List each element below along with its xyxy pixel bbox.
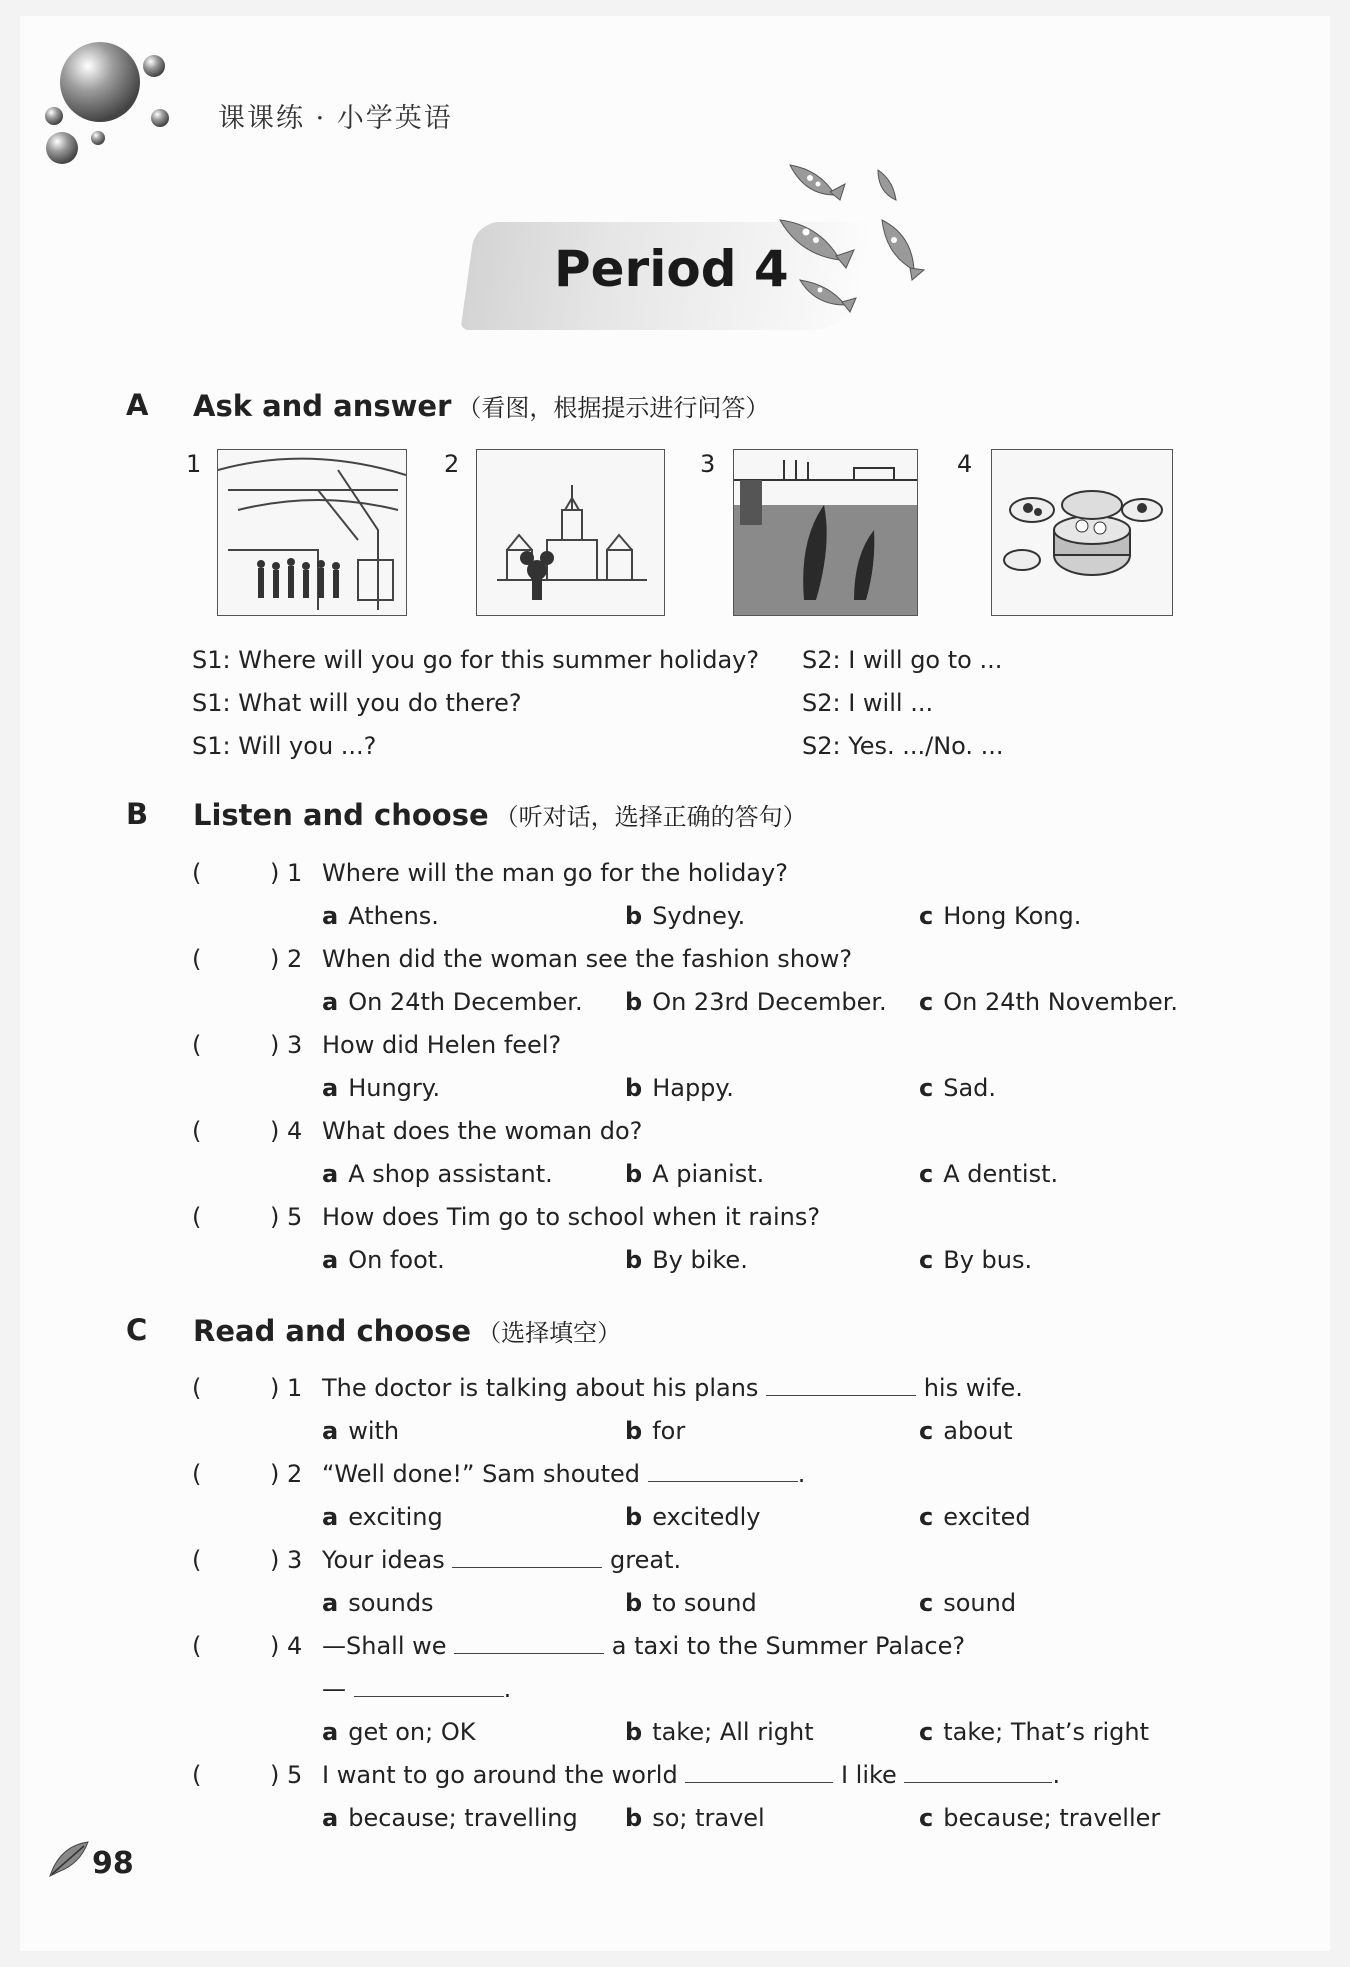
answer-paren-c1: ( xyxy=(192,1374,202,1402)
question-text: . xyxy=(797,1460,806,1488)
option-c xyxy=(919,1589,1016,1617)
option-c xyxy=(919,1074,996,1102)
dialogue-s2-line-2: S2: I will ... xyxy=(802,689,934,717)
option-c xyxy=(919,902,1081,930)
answer-paren-b1: ( xyxy=(192,859,202,887)
dimsum-illustration xyxy=(992,450,1172,615)
option-letter: c xyxy=(919,1160,934,1188)
question-text: his wife. xyxy=(923,1374,1023,1402)
answer-paren-b3: ( xyxy=(192,1031,202,1059)
answer-blank[interactable] xyxy=(766,1375,916,1396)
answer-paren-c3: ( xyxy=(192,1546,202,1574)
question-b4: What does the woman do? xyxy=(322,1117,643,1145)
option-b xyxy=(625,1718,814,1746)
option-text: for xyxy=(652,1417,686,1445)
option-text: Hungry. xyxy=(348,1074,441,1102)
option-letter: a xyxy=(322,1074,339,1102)
option-letter: a xyxy=(322,988,339,1016)
option-letter: a xyxy=(322,902,339,930)
picture-dolphin-show xyxy=(733,449,918,616)
option-text: On foot. xyxy=(348,1246,445,1274)
page-title: Period 4 xyxy=(554,240,789,298)
option-letter: b xyxy=(625,1503,643,1531)
option-text: Happy. xyxy=(652,1074,734,1102)
option-text: Sad. xyxy=(943,1074,997,1102)
answer-blank[interactable] xyxy=(454,1633,604,1654)
option-text: By bike. xyxy=(652,1246,748,1274)
option-letter: c xyxy=(919,902,934,930)
option-text: get on; OK xyxy=(348,1718,476,1746)
dialogue-s1-line-2: S1: What will you do there? xyxy=(192,689,522,717)
section-b-heading xyxy=(193,797,807,832)
option-a xyxy=(322,1417,399,1445)
option-c xyxy=(919,1718,1149,1746)
question-c4 xyxy=(322,1632,965,1660)
option-text: sound xyxy=(943,1589,1017,1617)
section-c-heading xyxy=(193,1313,621,1348)
dolphin-illustration xyxy=(734,450,917,615)
section-b-letter: B xyxy=(126,797,149,831)
question-c4-line-2 xyxy=(322,1675,511,1703)
question-number-c2: ) 2 xyxy=(270,1460,303,1488)
question-number-b2: ) 2 xyxy=(270,945,303,973)
question-text: . xyxy=(1052,1761,1061,1789)
book-title: 课课练 · 小学英语 xyxy=(218,103,453,134)
dialogue-s2-line-1: S2: I will go to ... xyxy=(802,646,1003,674)
answer-paren-c4: ( xyxy=(192,1632,202,1660)
question-number-c1: ) 1 xyxy=(270,1374,303,1402)
option-letter: b xyxy=(625,1804,643,1832)
picture-number-2: 2 xyxy=(444,450,460,478)
option-a xyxy=(322,902,439,930)
option-letter: a xyxy=(322,1804,339,1832)
option-b xyxy=(625,1074,734,1102)
section-c-title: Read and choose xyxy=(193,1314,472,1348)
picture-disneyland-castle xyxy=(476,449,665,616)
section-a-letter: A xyxy=(126,388,149,422)
option-b xyxy=(625,1246,748,1274)
castle-illustration xyxy=(477,450,664,615)
section-c-letter: C xyxy=(126,1313,148,1347)
option-a xyxy=(322,1718,475,1746)
section-b-subtitle: （听对话，选择正确的答句） xyxy=(494,803,807,831)
question-number-c4: ) 4 xyxy=(270,1632,303,1660)
question-text: I like xyxy=(840,1761,897,1789)
option-c xyxy=(919,1804,1160,1832)
answer-paren-c5: ( xyxy=(192,1761,202,1789)
option-text: about xyxy=(943,1417,1013,1445)
option-b xyxy=(625,902,745,930)
question-text: a taxi to the Summer Palace? xyxy=(611,1632,966,1660)
option-letter: c xyxy=(919,1804,934,1832)
answer-paren-b5: ( xyxy=(192,1203,202,1231)
answer-paren-c2: ( xyxy=(192,1460,202,1488)
question-number-b3: ) 3 xyxy=(270,1031,303,1059)
option-b xyxy=(625,1503,760,1531)
dialogue-s1-line-1: S1: Where will you go for this summer holiday? xyxy=(192,646,760,674)
question-text: great. xyxy=(610,1546,682,1574)
picture-number-3: 3 xyxy=(700,450,716,478)
question-c3 xyxy=(322,1546,681,1574)
answer-blank[interactable] xyxy=(354,1676,504,1697)
option-letter: a xyxy=(322,1417,339,1445)
option-b xyxy=(625,1160,764,1188)
option-b xyxy=(625,1417,685,1445)
option-text: Athens. xyxy=(348,902,439,930)
question-c2 xyxy=(322,1460,805,1488)
option-text: because; traveller xyxy=(943,1804,1161,1832)
option-text: excitedly xyxy=(652,1503,761,1531)
leaf-icon xyxy=(48,1838,92,1880)
option-text: A shop assistant. xyxy=(348,1160,553,1188)
option-text: exciting xyxy=(348,1503,443,1531)
question-text: The doctor is talking about his plans xyxy=(322,1374,759,1402)
dialogue-s1-line-3: S1: Will you ...? xyxy=(192,732,377,760)
fish-decoration xyxy=(770,150,950,330)
question-number-c3: ) 3 xyxy=(270,1546,303,1574)
option-text: By bus. xyxy=(943,1246,1033,1274)
option-letter: c xyxy=(919,1417,934,1445)
bubbles-decoration xyxy=(36,40,186,170)
option-b xyxy=(625,1804,765,1832)
section-a-subtitle: （看图，根据提示进行问答） xyxy=(457,394,770,422)
option-text: take; All right xyxy=(652,1718,814,1746)
option-b xyxy=(625,1589,757,1617)
option-text: with xyxy=(348,1417,400,1445)
dialogue-s2-line-3: S2: Yes. .../No. ... xyxy=(802,732,1004,760)
option-letter: a xyxy=(322,1160,339,1188)
question-text: I want to go around the world xyxy=(322,1761,678,1789)
option-letter: c xyxy=(919,1503,934,1531)
option-letter: a xyxy=(322,1503,339,1531)
question-number-b5: ) 5 xyxy=(270,1203,303,1231)
option-c xyxy=(919,1246,1032,1274)
option-text: take; That’s right xyxy=(943,1718,1150,1746)
option-letter: a xyxy=(322,1718,339,1746)
option-a xyxy=(322,1160,553,1188)
mall-illustration xyxy=(218,450,406,615)
option-text: so; travel xyxy=(652,1804,765,1832)
answer-blank[interactable] xyxy=(648,1461,798,1482)
option-letter: c xyxy=(919,1074,934,1102)
option-letter: b xyxy=(625,1589,643,1617)
option-letter: a xyxy=(322,1246,339,1274)
option-letter: b xyxy=(625,1160,643,1188)
option-letter: b xyxy=(625,988,643,1016)
question-b2: When did the woman see the fashion show? xyxy=(322,945,853,973)
picture-number-1: 1 xyxy=(186,450,202,478)
option-text: On 24th December. xyxy=(348,988,583,1016)
option-letter: a xyxy=(322,1589,339,1617)
question-number-b4: ) 4 xyxy=(270,1117,303,1145)
option-c xyxy=(919,1417,1012,1445)
question-text: “Well done!” Sam shouted xyxy=(322,1460,641,1488)
question-c5 xyxy=(322,1761,1060,1789)
answer-paren-b2: ( xyxy=(192,945,202,973)
question-c1 xyxy=(322,1374,1023,1402)
dash: — xyxy=(322,1675,346,1703)
option-a xyxy=(322,1804,578,1832)
option-text: Hong Kong. xyxy=(943,902,1082,930)
option-letter: b xyxy=(625,1074,643,1102)
section-a-heading xyxy=(193,388,769,423)
option-text: Sydney. xyxy=(652,902,746,930)
picture-shopping-mall xyxy=(217,449,407,616)
option-letter: c xyxy=(919,988,934,1016)
option-b xyxy=(625,988,887,1016)
question-number-c5: ) 5 xyxy=(270,1761,303,1789)
picture-dim-sum xyxy=(991,449,1173,616)
answer-paren-b4: ( xyxy=(192,1117,202,1145)
option-text: A dentist. xyxy=(943,1160,1059,1188)
picture-number-4: 4 xyxy=(957,450,973,478)
option-text: On 24th November. xyxy=(943,988,1179,1016)
option-letter: b xyxy=(625,1417,643,1445)
option-a xyxy=(322,1246,445,1274)
question-b1: Where will the man go for the holiday? xyxy=(322,859,788,887)
question-number-b1: ) 1 xyxy=(270,859,303,887)
section-c-subtitle: （选择填空） xyxy=(477,1319,622,1347)
answer-blank[interactable] xyxy=(452,1547,602,1568)
option-text: A pianist. xyxy=(652,1160,765,1188)
option-a xyxy=(322,1503,443,1531)
option-letter: b xyxy=(625,902,643,930)
option-text: excited xyxy=(943,1503,1031,1531)
section-a-title: Ask and answer xyxy=(193,389,452,423)
question-text: . xyxy=(503,1675,512,1703)
option-text: to sound xyxy=(652,1589,757,1617)
option-text: On 23rd December. xyxy=(652,988,887,1016)
page-number: 98 xyxy=(92,1846,134,1881)
option-a xyxy=(322,1074,440,1102)
option-letter: c xyxy=(919,1589,934,1617)
section-b-title: Listen and choose xyxy=(193,798,489,832)
option-a xyxy=(322,988,583,1016)
question-text: —Shall we xyxy=(322,1632,447,1660)
option-text: because; travelling xyxy=(348,1804,578,1832)
option-letter: b xyxy=(625,1718,643,1746)
option-a xyxy=(322,1589,434,1617)
question-b3: How did Helen feel? xyxy=(322,1031,562,1059)
option-c xyxy=(919,988,1178,1016)
option-c xyxy=(919,1503,1031,1531)
option-text: sounds xyxy=(348,1589,434,1617)
option-letter: c xyxy=(919,1246,934,1274)
option-c xyxy=(919,1160,1058,1188)
answer-blank[interactable] xyxy=(685,1762,833,1783)
option-letter: c xyxy=(919,1718,934,1746)
question-text: Your ideas xyxy=(322,1546,445,1574)
answer-blank[interactable] xyxy=(904,1762,1052,1783)
option-letter: b xyxy=(625,1246,643,1274)
question-b5: How does Tim go to school when it rains? xyxy=(322,1203,821,1231)
